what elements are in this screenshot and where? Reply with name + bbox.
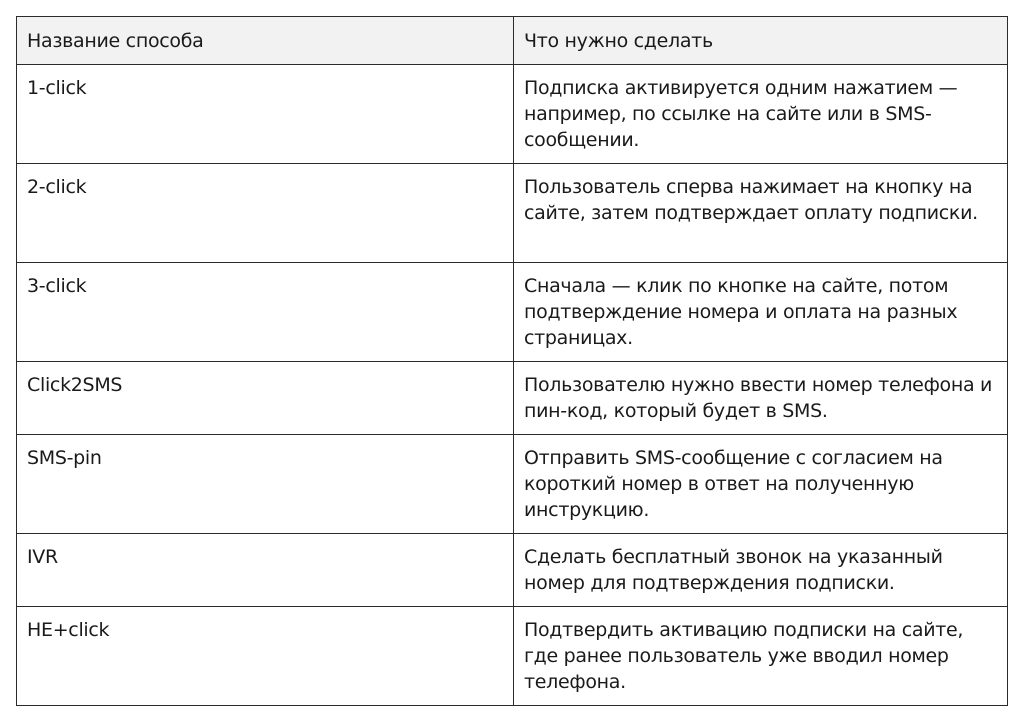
table-row bbox=[17, 263, 1008, 362]
table-row bbox=[17, 164, 1008, 263]
action-cell: Подписка активируется одним нажатием — например, по ссылке на сайте или в SMS-сообщении. bbox=[514, 65, 1008, 164]
action-cell: Подтвердить активацию подписки на сайте, где ранее пользователь уже вводил номер телефона. bbox=[514, 607, 1008, 706]
action-cell: Пользователь сперва нажимает на кнопку на сайте, затем подтверждает оплату подписки. bbox=[514, 164, 1008, 263]
action-cell: Пользователю нужно ввести номер телефона и пин-код, который будет в SMS. bbox=[514, 362, 1008, 435]
method-name-cell: Click2SMS bbox=[17, 362, 514, 435]
method-name-cell: 1-click bbox=[17, 65, 514, 164]
column-header-action: Что нужно сделать bbox=[514, 17, 1008, 65]
column-header-method-name: Название способа bbox=[17, 17, 514, 65]
table-row bbox=[17, 65, 1008, 164]
subscription-methods-table bbox=[16, 16, 1008, 706]
method-name-cell: SMS-pin bbox=[17, 435, 514, 534]
method-name-cell: IVR bbox=[17, 534, 514, 607]
table-row bbox=[17, 534, 1008, 607]
table-header-row bbox=[17, 17, 1008, 65]
method-name-cell: 3-click bbox=[17, 263, 514, 362]
method-name-cell: 2-click bbox=[17, 164, 514, 263]
action-cell: Отправить SMS-сообщение с согласием на короткий номер в ответ на полученную инструкцию. bbox=[514, 435, 1008, 534]
action-cell: Сначала — клик по кнопке на сайте, потом подтверждение номера и оплата на разных страницах. bbox=[514, 263, 1008, 362]
action-cell: Сделать бесплатный звонок на указанный номер для подтверждения подписки. bbox=[514, 534, 1008, 607]
method-name-cell: HE+click bbox=[17, 607, 514, 706]
table-row bbox=[17, 435, 1008, 534]
table-row bbox=[17, 362, 1008, 435]
table-row bbox=[17, 607, 1008, 706]
